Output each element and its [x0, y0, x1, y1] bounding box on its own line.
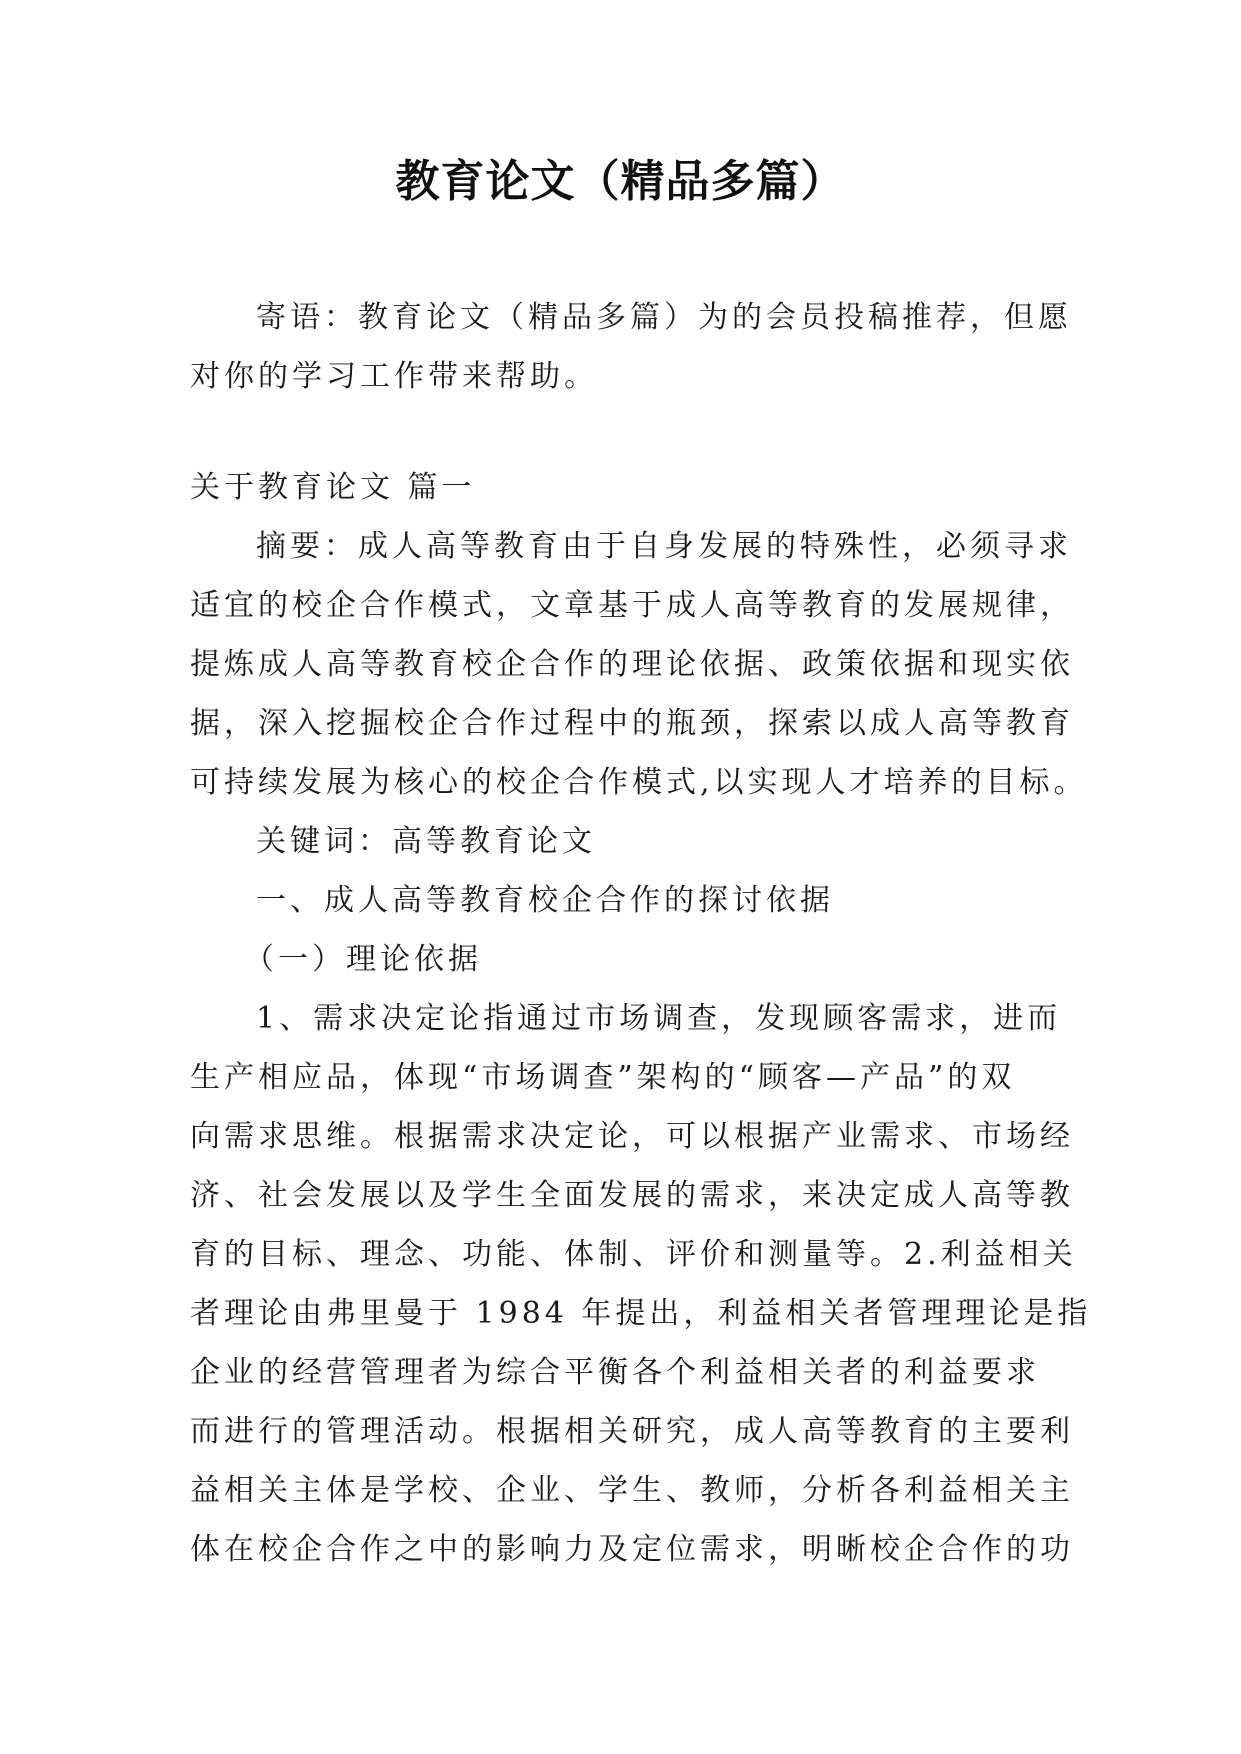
body-line-1: 1、需求决定论指通过市场调查，发现顾客需求，进而 [256, 1001, 1062, 1036]
heading-level-2: （一）理论依据 [244, 942, 482, 977]
abstract-line-2: 适宜的校企合作模式，文章基于成人高等教育的发展规律， [190, 588, 1074, 623]
preface-line-1: 寄语：教育论文（精品多篇）为的会员投稿推荐，但愿 [256, 300, 1072, 335]
body-line-9: 益相关主体是学校、企业、学生、教师，分析各利益相关主 [190, 1473, 1074, 1508]
body-line-6: 者理论由弗里曼于 1984 年提出，利益相关者管理理论是指 [190, 1296, 1092, 1331]
body-line-2: 生产相应品，体现“市场调查”架构的“顾客—产品”的双 [190, 1060, 1016, 1095]
body-line-3: 向需求思维。根据需求决定论，可以根据产业需求、市场经 [190, 1119, 1074, 1154]
abstract-line-1: 摘要：成人高等教育由于自身发展的特殊性，必须寻求 [256, 529, 1072, 564]
body-line-7: 企业的经营管理者为综合平衡各个利益相关者的利益要求 [190, 1355, 1040, 1390]
body-line-4: 济、社会发展以及学生全面发展的需求，来决定成人高等教 [190, 1178, 1074, 1213]
abstract-line-4: 据，深入挖掘校企合作过程中的瓶颈，探索以成人高等教育 [190, 706, 1074, 741]
abstract-line-3: 提炼成人高等教育校企合作的理论依据、政策依据和现实依 [190, 647, 1074, 682]
heading-level-1: 一、成人高等教育校企合作的探讨依据 [256, 883, 834, 918]
abstract-line-5: 可持续发展为核心的校企合作模式,以实现人才培养的目标。 [190, 765, 1088, 800]
document-title: 教育论文（精品多篇） [395, 156, 846, 207]
body-line-8: 而进行的管理活动。根据相关研究，成人高等教育的主要利 [190, 1414, 1074, 1449]
body-line-5: 育的目标、理念、功能、体制、评价和测量等。2.利益相关 [190, 1237, 1077, 1272]
keywords-line: 关键词：高等教育论文 [256, 824, 596, 859]
body-line-10: 体在校企合作之中的影响力及定位需求，明晰校企合作的功 [190, 1532, 1074, 1567]
preface-line-2: 对你的学习工作带来帮助。 [190, 359, 598, 394]
section-heading: 关于教育论文 篇一 [190, 470, 476, 505]
